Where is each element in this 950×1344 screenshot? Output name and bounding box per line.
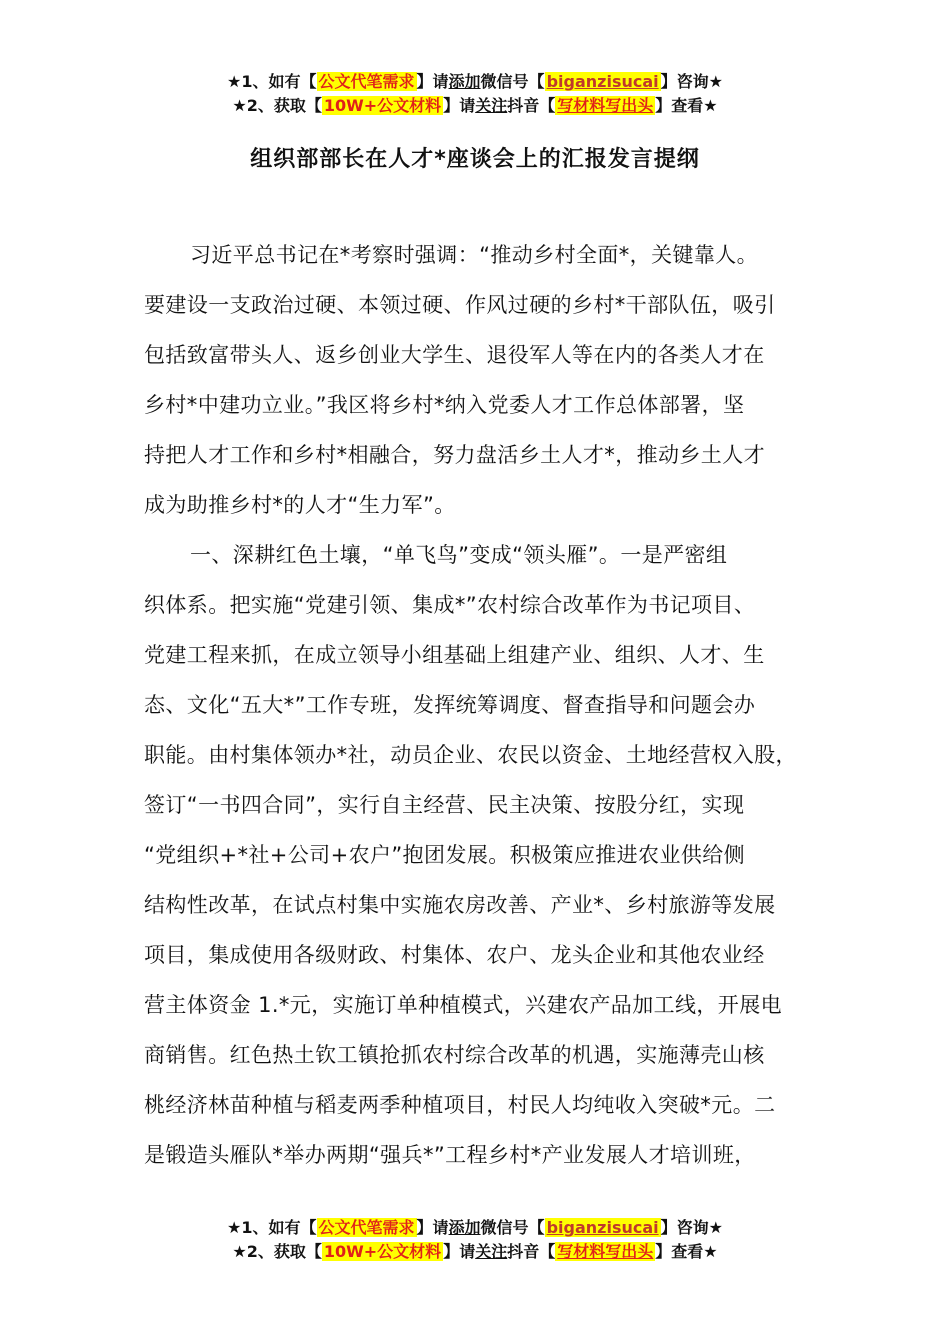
highlight-materials: 10W+公文材料 <box>323 96 442 115</box>
body-line: 织体系。把实施“党建引领、集成*”农村综合改革作为书记项目、 <box>144 593 756 617</box>
banner-text: 微信号【 <box>480 1218 545 1237</box>
highlight-materials: 10W+公文材料 <box>323 1242 442 1261</box>
document-title: 组织部部长在人才*座谈会上的汇报发言提纲 <box>250 147 700 172</box>
body-line: 习近平总书记在*考察时强调：“推动乡村全面*，关键靠人。 <box>190 243 759 267</box>
banner-emphasis: 关注 <box>475 96 508 115</box>
body-line: 商销售。红色热土钦工镇抢抓农村综合改革的机遇，实施薄壳山核 <box>144 1043 765 1067</box>
body-line: 结构性改革，在试点村集中实施农房改善、产业*、乡村旅游等发展 <box>144 893 776 917</box>
body-line: 是锻造头雁队*举办两期“强兵*”工程乡村*产业发展人才培训班， <box>144 1143 756 1167</box>
banner-text: 抖音【 <box>507 1242 556 1261</box>
body-line: 乡村*中建功立业。”我区将乡村*纳入党委人才工作总体部署，坚 <box>144 393 745 417</box>
highlight-douyin-account: 写材料写出头 <box>557 1242 654 1261</box>
banner-text: ★2、获取【 <box>232 96 322 115</box>
banner-text: ★1、如有【 <box>227 1218 317 1237</box>
banner-text: ★1、如有【 <box>227 72 317 91</box>
banner-text: 】请 <box>443 96 476 115</box>
banner-text: 】咨询★ <box>660 72 723 91</box>
highlight-wechat-id: biganzisucai <box>546 1218 659 1237</box>
highlight-wechat-id: biganzisucai <box>546 72 659 91</box>
highlight-service: 公文代笔需求 <box>318 1218 415 1237</box>
banner-text: 】咨询★ <box>660 1218 723 1237</box>
body-line: 一、深耕红色土壤，“单飞鸟”变成“领头雁”。一是严密组 <box>190 543 728 567</box>
body-line: 党建工程来抓，在成立领导小组基础上组建产业、组织、人才、生 <box>144 643 765 667</box>
body-line: 成为助推乡村*的人才“生力军”。 <box>144 493 456 517</box>
body-line: 要建设一支政治过硬、本领过硬、作风过硬的乡村*干部队伍，吸引 <box>144 293 776 317</box>
banner-text: 】请 <box>416 1218 449 1237</box>
body-line: 持把人才工作和乡村*相融合，努力盘活乡土人才*，推动乡土人才 <box>144 443 765 467</box>
body-line: 职能。由村集体领办*社，动员企业、农民以资金、土地经营权入股， <box>144 743 797 767</box>
banner-line-2 <box>0 1240 950 1264</box>
banner-line-2 <box>0 94 950 118</box>
banner-text: 微信号【 <box>480 72 545 91</box>
banner-text: 】查看★ <box>655 1242 718 1261</box>
footer-banner <box>0 1216 950 1264</box>
banner-text: ★2、获取【 <box>232 1242 322 1261</box>
banner-emphasis: 添加 <box>448 72 481 91</box>
banner-emphasis: 添加 <box>448 1218 481 1237</box>
banner-line-1 <box>0 1216 950 1240</box>
body-line: 态、文化“五大*”工作专班，发挥统筹调度、督查指导和问题会办 <box>144 693 756 717</box>
highlight-douyin-account: 写材料写出头 <box>557 96 654 115</box>
banner-text: 】查看★ <box>655 96 718 115</box>
highlight-service: 公文代笔需求 <box>318 72 415 91</box>
banner-emphasis: 关注 <box>475 1242 508 1261</box>
banner-text: 】请 <box>443 1242 476 1261</box>
header-banner <box>0 70 950 118</box>
document-body <box>144 230 834 1180</box>
body-line: 项目，集成使用各级财政、村集体、农户、龙头企业和其他农业经 <box>144 943 765 967</box>
body-line: 桃经济林苗种植与稻麦两季种植项目，村民人均纯收入突破*元。二 <box>144 1093 776 1117</box>
body-line: 签订“一书四合同”，实行自主经营、民主决策、按股分红，实现 <box>144 793 745 817</box>
body-line: “党组织+*社+公司+农户”抱团发展。积极策应推进农业供给侧 <box>144 843 746 867</box>
banner-text: 】请 <box>416 72 449 91</box>
body-line: 包括致富带头人、返乡创业大学生、退役军人等在内的各类人才在 <box>144 343 765 367</box>
banner-text: 抖音【 <box>507 96 556 115</box>
body-line: 营主体资金 1.*元，实施订单种植模式，兴建农产品加工线，开展电 <box>144 993 783 1017</box>
banner-line-1 <box>0 70 950 94</box>
